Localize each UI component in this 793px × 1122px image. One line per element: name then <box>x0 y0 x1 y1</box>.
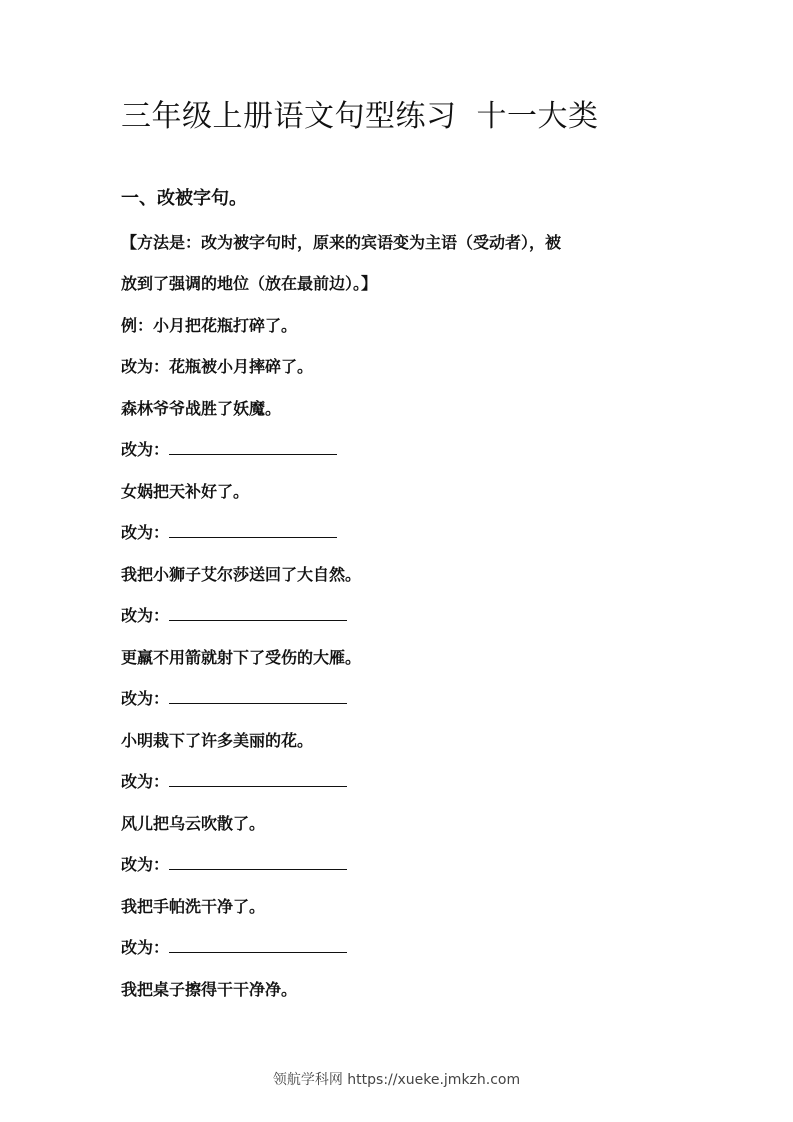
method-line-1: 【方法是：改为被字句时，原来的宾语变为主语（受动者），被 <box>121 233 562 252</box>
answer-line-6 <box>121 854 347 876</box>
answer-label: 改为： <box>121 523 170 542</box>
method-line-2: 放到了强调的地位（放在最前边）。】 <box>121 274 378 293</box>
answer-blank[interactable] <box>169 688 347 704</box>
answer-label: 改为： <box>121 606 170 625</box>
answer-blank[interactable] <box>169 854 347 870</box>
answer-line-1 <box>121 439 337 461</box>
answer-blank[interactable] <box>169 605 347 621</box>
answer-label: 改为： <box>121 772 170 791</box>
example-sentence: 例：小月把花瓶打碎了。 <box>121 316 298 335</box>
answer-label: 改为： <box>121 855 170 874</box>
example-answer: 改为：花瓶被小月摔碎了。 <box>121 357 314 376</box>
title-main: 三年级上册语文句型练习 <box>121 99 457 134</box>
answer-label: 改为： <box>121 440 170 459</box>
answer-blank[interactable] <box>169 522 337 538</box>
exercise-sentence-3: 我把小狮子艾尔莎送回了大自然。 <box>121 565 362 584</box>
exercise-sentence-1: 森林爷爷战胜了妖魔。 <box>121 399 282 418</box>
answer-label: 改为： <box>121 689 170 708</box>
exercise-sentence-5: 小明栽下了许多美丽的花。 <box>121 731 314 750</box>
answer-line-5 <box>121 771 347 793</box>
exercise-sentence-4: 更羸不用箭就射下了受伤的大雁。 <box>121 648 362 667</box>
answer-line-4 <box>121 688 347 710</box>
answer-blank[interactable] <box>169 439 337 455</box>
section-heading: 一、改被字句。 <box>121 188 247 209</box>
exercise-sentence-8: 我把桌子擦得干干净净。 <box>121 980 298 999</box>
title-sub: 十一大类 <box>476 99 599 134</box>
answer-line-7 <box>121 937 347 959</box>
page-title <box>121 97 599 137</box>
exercise-sentence-7: 我把手帕洗干净了。 <box>121 897 266 916</box>
exercise-sentence-2: 女娲把天补好了。 <box>121 482 250 501</box>
answer-blank[interactable] <box>169 937 347 953</box>
footer-watermark: 领航学科网 https://xueke.jmkzh.com <box>272 1072 521 1088</box>
answer-blank[interactable] <box>169 771 347 787</box>
answer-line-2 <box>121 522 337 544</box>
answer-line-3 <box>121 605 347 627</box>
exercise-sentence-6: 风儿把乌云吹散了。 <box>121 814 266 833</box>
answer-label: 改为： <box>121 938 170 957</box>
